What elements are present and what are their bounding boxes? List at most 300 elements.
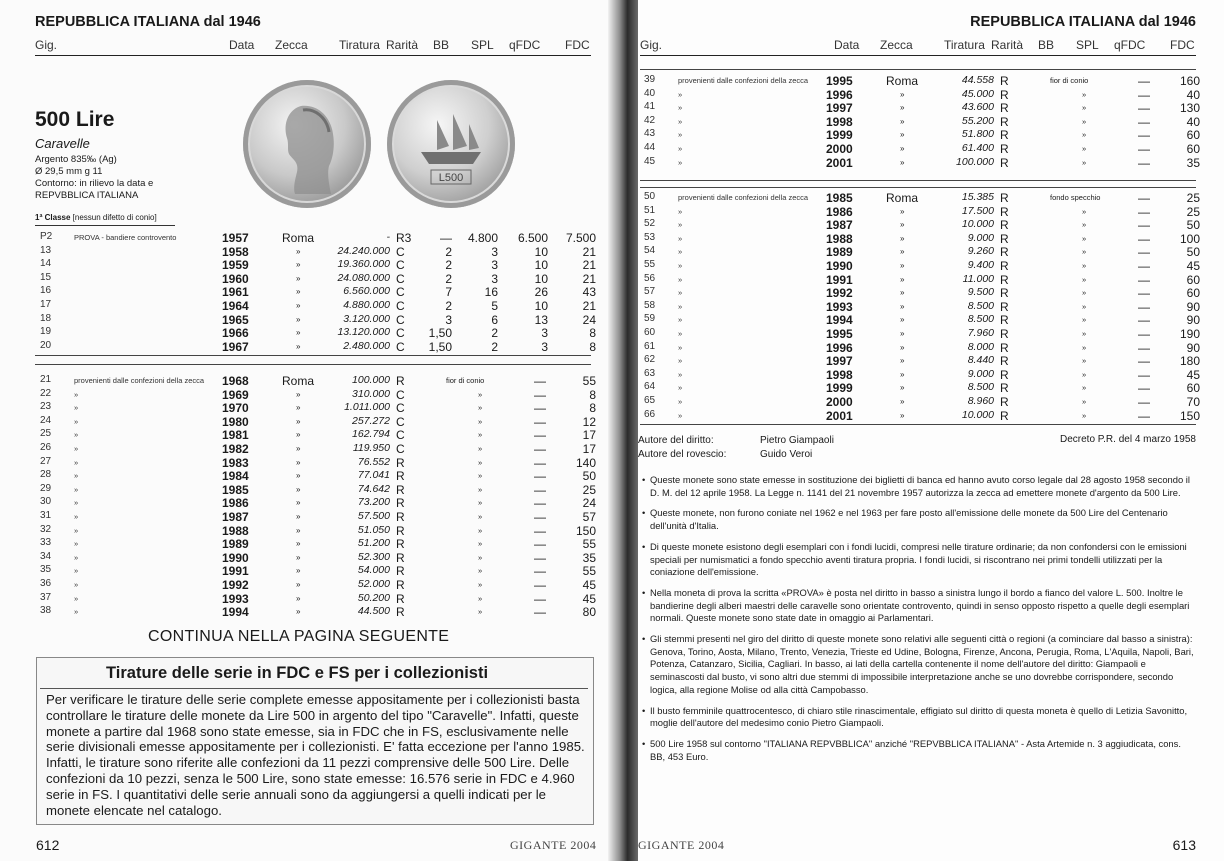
row-note: » xyxy=(678,397,683,406)
row-tiratura: 17.500 xyxy=(961,204,994,217)
row-year: 1957 xyxy=(222,231,249,245)
table-row xyxy=(644,286,1200,299)
row-fdc: 45 xyxy=(1186,259,1200,273)
row-fdc: 180 xyxy=(1179,354,1200,369)
right-column-headers xyxy=(640,36,1196,56)
row-mint: » xyxy=(296,552,301,562)
row-rarita: R xyxy=(396,591,405,606)
row-finish: » xyxy=(1082,383,1087,393)
table-row xyxy=(644,368,1200,381)
row-note: » xyxy=(74,607,79,617)
class-bold: 1ª Classe xyxy=(35,213,71,222)
row-mint: » xyxy=(900,342,905,352)
left-footer-magazine: GIGANTE 2004 xyxy=(510,838,597,852)
row-qfdc: — xyxy=(1138,101,1150,116)
row-finish: » xyxy=(1082,157,1087,167)
row-mint: » xyxy=(296,566,301,576)
row-qfdc: — xyxy=(534,442,546,456)
row-mint: » xyxy=(296,512,301,521)
row-bb: 3 xyxy=(445,312,452,327)
table-row xyxy=(644,300,1200,313)
table-row xyxy=(40,258,596,271)
row-qfdc: — xyxy=(1138,191,1150,205)
row-number: 31 xyxy=(40,510,52,521)
row-rarita: R xyxy=(1000,327,1009,341)
row-year: 1985 xyxy=(826,191,853,205)
row-number: 26 xyxy=(40,442,52,453)
row-mint: » xyxy=(296,498,301,508)
row-mint: » xyxy=(900,356,905,366)
right-section-divider-1 xyxy=(640,180,1196,181)
row-rarita: R xyxy=(396,537,405,552)
row-finish: » xyxy=(1082,301,1087,311)
row-rarita: R xyxy=(1000,340,1009,355)
row-number: 42 xyxy=(644,114,656,126)
row-year: 1967 xyxy=(222,339,249,354)
row-number: 59 xyxy=(644,313,656,325)
row-number: 22 xyxy=(40,387,52,399)
left-page-number: 612 xyxy=(36,837,60,853)
row-rarita: C xyxy=(396,428,405,443)
row-qfdc: — xyxy=(1138,142,1150,156)
row-tiratura: 100.000 xyxy=(352,374,390,386)
row-bb: 1,50 xyxy=(428,339,452,354)
row-qfdc: — xyxy=(1138,259,1150,273)
row-year: 1970 xyxy=(222,401,249,416)
row-tiratura: 57.500 xyxy=(357,510,390,522)
row-fdc: 12 xyxy=(582,414,596,429)
row-year: 1966 xyxy=(222,326,249,341)
note-item: • Queste monete sono state emesse in sostituzione dei biglietti di banca ed hanno avuto corso legale dal 28 agosto 1958 secondo il D. M. del 12 aprile 1958. La Legge n. 1141 del 21 novembre 1957 autorizza la zecca ad emettere monete d'argento da 500 Lire. xyxy=(642,474,1198,499)
row-number: 23 xyxy=(40,401,52,413)
row-tiratura: 4.880.000 xyxy=(343,299,390,311)
row-fdc: 190 xyxy=(1179,327,1200,341)
row-qfdc: — xyxy=(1138,381,1150,396)
hdr-qfdc: qFDC xyxy=(509,38,541,52)
row-number: 36 xyxy=(40,578,52,589)
row-finish: » xyxy=(478,539,483,549)
row-mint: » xyxy=(296,273,301,283)
row-note: » xyxy=(678,247,683,257)
table-row xyxy=(40,456,596,469)
row-number: 60 xyxy=(644,327,656,338)
row-tiratura: - xyxy=(386,231,390,243)
row-tiratura: 10.000 xyxy=(961,408,994,421)
row-year: 1987 xyxy=(826,218,853,233)
row-qfdc: — xyxy=(534,387,546,402)
row-year: 1994 xyxy=(222,605,249,620)
row-spl: 4.800 xyxy=(467,231,498,245)
row-qfdc: 10 xyxy=(534,258,548,273)
row-year: 1985 xyxy=(222,482,249,497)
row-rarita: C xyxy=(396,387,405,402)
row-fdc: 70 xyxy=(1186,395,1200,409)
left-column-headers xyxy=(35,36,591,56)
row-mint: » xyxy=(296,444,301,453)
row-rarita: R xyxy=(396,550,405,565)
row-fdc: 8 xyxy=(589,326,596,341)
row-rarita: R xyxy=(396,482,405,497)
row-bb: 2 xyxy=(445,258,452,273)
row-number: 65 xyxy=(644,395,656,406)
row-mint: » xyxy=(900,247,905,257)
row-note: » xyxy=(678,356,683,366)
row-number: 56 xyxy=(644,272,656,284)
row-number: 63 xyxy=(644,367,656,379)
row-fdc: 21 xyxy=(582,271,596,286)
table-row xyxy=(40,469,596,482)
table-row xyxy=(644,156,1200,169)
table-row xyxy=(40,524,596,537)
row-note: » xyxy=(678,383,683,393)
table-row xyxy=(40,340,596,353)
hdr-gig: Gig. xyxy=(35,38,58,52)
row-note: » xyxy=(74,593,79,603)
row-year: 2001 xyxy=(826,408,853,423)
decree-text: Decreto P.R. del 4 marzo 1958 xyxy=(1059,434,1196,445)
row-note: » xyxy=(678,116,683,126)
row-fdc: 90 xyxy=(1186,313,1200,328)
row-year: 1989 xyxy=(826,245,853,260)
row-spl: 3 xyxy=(491,244,498,259)
row-year: 1996 xyxy=(826,340,853,355)
row-tiratura: 61.400 xyxy=(961,142,994,154)
row-number: 45 xyxy=(644,155,656,167)
row-rarita: R xyxy=(1000,354,1009,369)
row-qfdc: — xyxy=(1138,87,1150,102)
row-rarita: R xyxy=(1000,408,1009,423)
row-rarita: C xyxy=(396,244,405,259)
row-mint: » xyxy=(900,220,905,230)
row-fdc: 160 xyxy=(1179,74,1200,88)
row-rarita: C xyxy=(396,414,405,429)
table-row xyxy=(644,341,1200,354)
row-mint: » xyxy=(296,457,301,467)
row-mint: » xyxy=(296,341,301,351)
row-finish: » xyxy=(1082,144,1087,153)
row-finish: » xyxy=(1082,247,1087,257)
table-row xyxy=(644,128,1200,141)
row-number: 61 xyxy=(644,340,656,352)
row-year: 1989 xyxy=(222,537,249,552)
table-row xyxy=(40,510,596,523)
coin-spec-size: Ø 29,5 mm g 11 xyxy=(35,166,103,177)
note-item: • Nella moneta di prova la scritta «PROVA» è posta nel diritto in basso a sinistra lungo il bordo a fianco del valore L. 500. Inoltre le bandierine degli alberi maestri delle caravelle sono orientate controvento, quindi in senso opposto rispetto a quelle degli esemplari normali. Queste monete sono state date in omaggio ai Parlamentari. xyxy=(642,587,1198,625)
row-finish: fondo specchio xyxy=(1050,193,1101,202)
row-mint: » xyxy=(900,301,905,311)
row-year: 1992 xyxy=(222,578,249,592)
row-number: 30 xyxy=(40,496,52,508)
row-note: » xyxy=(74,484,79,494)
row-rarita: R xyxy=(1000,272,1009,287)
row-fdc: 60 xyxy=(1186,381,1200,396)
row-qfdc: — xyxy=(534,550,546,565)
right-footer-magazine: GIGANTE 2004 xyxy=(638,838,725,852)
row-fdc: 90 xyxy=(1186,299,1200,314)
row-tiratura: 15.385 xyxy=(961,191,994,203)
row-fdc: 21 xyxy=(582,244,596,259)
book-gutter xyxy=(608,0,638,861)
row-fdc: 17 xyxy=(582,442,596,456)
row-number: 25 xyxy=(40,428,52,440)
row-year: 1986 xyxy=(222,496,249,511)
row-mint: » xyxy=(296,246,301,256)
row-number: 14 xyxy=(40,258,52,270)
row-fdc: 8 xyxy=(589,339,596,354)
row-qfdc: — xyxy=(1138,340,1150,355)
row-number: 18 xyxy=(40,312,52,324)
row-fdc: 35 xyxy=(582,550,596,565)
row-tiratura: 10.000 xyxy=(961,218,994,231)
row-fdc: 8 xyxy=(589,401,596,416)
hdr-bb: BB xyxy=(433,38,450,52)
row-note: » xyxy=(74,525,79,535)
row-qfdc: — xyxy=(1138,367,1150,382)
row-finish: » xyxy=(1082,233,1087,243)
row-tiratura: 50.200 xyxy=(357,591,390,604)
row-bb: 2 xyxy=(445,244,452,259)
row-finish: » xyxy=(1082,206,1087,216)
row-year: 1969 xyxy=(222,387,249,402)
row-mint: » xyxy=(900,288,905,298)
row-number: 53 xyxy=(644,231,656,243)
row-number: 15 xyxy=(40,271,52,283)
row-tiratura: 310.000 xyxy=(352,387,390,400)
hdr-rarita: Rarità xyxy=(386,38,419,52)
row-finish: » xyxy=(478,416,483,426)
row-finish: » xyxy=(1082,288,1087,298)
row-fdc: 17 xyxy=(582,428,596,443)
row-number: 13 xyxy=(40,244,52,256)
row-rarita: R xyxy=(1000,395,1009,409)
row-finish: » xyxy=(1082,130,1087,140)
hdr-spl: SPL xyxy=(1076,38,1099,52)
row-number: 41 xyxy=(644,101,656,113)
table-row xyxy=(40,592,596,605)
row-rarita: R xyxy=(396,605,405,620)
row-qfdc: 26 xyxy=(534,285,548,300)
row-tiratura: 51.050 xyxy=(357,523,390,536)
row-rarita: C xyxy=(396,326,405,341)
table-row xyxy=(644,409,1200,422)
hdr-gig: Gig. xyxy=(640,38,663,52)
row-note: » xyxy=(678,410,683,420)
row-fdc: 25 xyxy=(582,482,596,497)
row-fdc: 100 xyxy=(1179,231,1200,246)
row-finish: » xyxy=(478,593,483,603)
row-mint: » xyxy=(900,144,905,153)
row-rarita: R xyxy=(1000,381,1009,396)
row-note: » xyxy=(678,103,683,113)
row-qfdc: — xyxy=(534,591,546,606)
class-rule xyxy=(35,225,175,226)
row-year: 1988 xyxy=(826,231,853,246)
row-note: » xyxy=(678,301,683,311)
table-row xyxy=(644,191,1200,204)
row-number: 17 xyxy=(40,299,52,310)
row-year: 1992 xyxy=(826,286,853,301)
row-spl: 5 xyxy=(491,299,498,313)
row-year: 1998 xyxy=(826,114,853,129)
row-tiratura: 119.950 xyxy=(352,442,390,454)
caravel-ship-icon xyxy=(387,80,515,208)
row-qfdc: — xyxy=(1138,74,1150,88)
row-tiratura: 3.120.000 xyxy=(343,312,390,325)
row-note: » xyxy=(678,144,683,153)
row-year: 1981 xyxy=(222,428,249,443)
row-qfdc: 3 xyxy=(541,326,548,341)
row-fdc: 24 xyxy=(582,312,596,327)
row-tiratura: 44.500 xyxy=(357,605,390,618)
row-finish: » xyxy=(478,389,483,399)
row-tiratura: 9.400 xyxy=(967,259,994,271)
row-rarita: C xyxy=(396,442,405,456)
table-row xyxy=(40,415,596,428)
row-number: 50 xyxy=(644,191,656,202)
row-finish: » xyxy=(478,430,483,440)
row-tiratura: 24.080.000 xyxy=(337,271,390,284)
row-mint: » xyxy=(900,383,905,393)
coin-reverse-image xyxy=(387,80,515,208)
row-year: 1980 xyxy=(222,414,249,429)
row-rarita: C xyxy=(396,258,405,273)
row-finish: » xyxy=(1082,342,1087,352)
row-finish: fior di conio xyxy=(446,376,485,385)
row-year: 1994 xyxy=(826,313,853,328)
row-year: 1988 xyxy=(222,523,249,538)
row-qfdc: 10 xyxy=(534,244,548,259)
hdr-data: Data xyxy=(834,38,860,52)
row-finish: » xyxy=(1082,116,1087,126)
hdr-zecca: Zecca xyxy=(275,38,308,52)
row-qfdc: 3 xyxy=(541,339,548,354)
row-note: » xyxy=(74,403,79,413)
row-note: » xyxy=(74,512,79,521)
table-row xyxy=(40,401,596,414)
row-rarita: R xyxy=(1000,142,1009,156)
coin-name: 500 Lire xyxy=(35,108,115,131)
row-note: » xyxy=(74,552,79,562)
row-number: 58 xyxy=(644,299,656,311)
row-qfdc: — xyxy=(1138,408,1150,423)
row-spl: 6 xyxy=(491,312,498,327)
row-note: » xyxy=(678,157,683,167)
row-fdc: 60 xyxy=(1186,286,1200,301)
row-rarita: R xyxy=(396,564,405,579)
row-tiratura: 13.120.000 xyxy=(337,326,390,339)
row-number: 62 xyxy=(644,354,656,366)
hdr-tiratura: Tiratura xyxy=(339,38,380,52)
row-year: 1997 xyxy=(826,101,853,116)
row-note: PROVA - bandiere controvento xyxy=(74,233,177,242)
table-row xyxy=(40,605,596,618)
row-mint: » xyxy=(296,416,301,426)
row-rarita: C xyxy=(396,271,405,286)
row-fdc: 45 xyxy=(1186,367,1200,382)
hdr-zecca: Zecca xyxy=(880,38,913,52)
row-qfdc: — xyxy=(1138,218,1150,233)
row-year: 2000 xyxy=(826,142,853,156)
row-finish: » xyxy=(478,403,483,413)
row-tiratura: 52.000 xyxy=(357,578,390,590)
row-rarita: R xyxy=(396,578,405,592)
left-section-divider-1 xyxy=(35,355,591,356)
row-note: » xyxy=(74,471,79,481)
row-tiratura: 257.272 xyxy=(352,414,390,427)
table-row xyxy=(40,551,596,564)
row-finish: » xyxy=(1082,369,1087,379)
row-spl: 3 xyxy=(491,271,498,286)
row-qfdc: 6.500 xyxy=(517,231,548,245)
row-rarita: R xyxy=(396,510,405,524)
row-finish: » xyxy=(1082,220,1087,230)
row-fdc: 40 xyxy=(1186,114,1200,129)
right-running-title: REPUBBLICA ITALIANA dal 1946 xyxy=(970,14,1196,30)
row-rarita: C xyxy=(396,299,405,313)
row-mint: Roma xyxy=(886,191,919,205)
row-year: 1995 xyxy=(826,74,853,88)
table-row xyxy=(644,232,1200,245)
row-qfdc: — xyxy=(534,401,546,416)
row-mint: Roma xyxy=(282,231,315,245)
row-rarita: R xyxy=(1000,87,1009,102)
row-qfdc: — xyxy=(534,523,546,538)
row-rarita: R xyxy=(1000,218,1009,233)
row-finish: » xyxy=(478,444,483,453)
row-rarita: R xyxy=(1000,259,1009,273)
row-fdc: 45 xyxy=(582,578,596,592)
row-qfdc: 10 xyxy=(534,271,548,286)
row-mint: » xyxy=(900,315,905,325)
row-tiratura: 55.200 xyxy=(961,114,994,127)
row-spl: 16 xyxy=(484,285,498,300)
row-tiratura: 51.200 xyxy=(357,537,390,550)
row-tiratura: 9.000 xyxy=(967,231,994,244)
row-fdc: 35 xyxy=(1186,155,1200,170)
row-rarita: C xyxy=(396,312,405,327)
coin-spec-edge: Contorno: in rilievo la data e xyxy=(35,178,154,189)
table-row xyxy=(644,313,1200,326)
row-fdc: 55 xyxy=(582,537,596,552)
row-bb: 2 xyxy=(445,271,452,286)
row-qfdc: — xyxy=(534,455,546,470)
hdr-qfdc: qFDC xyxy=(1114,38,1146,52)
row-tiratura: 74.642 xyxy=(357,482,390,495)
row-rarita: R xyxy=(1000,299,1009,314)
row-year: 2001 xyxy=(826,155,853,170)
row-note: » xyxy=(678,342,683,352)
row-mint: » xyxy=(296,484,301,494)
row-finish: » xyxy=(478,484,483,494)
row-rarita: R xyxy=(396,523,405,538)
row-year: 1997 xyxy=(826,354,853,369)
row-note: » xyxy=(678,261,683,270)
left-page xyxy=(0,0,608,861)
right-page xyxy=(638,0,1224,861)
row-number: 51 xyxy=(644,204,656,216)
row-tiratura: 2.480.000 xyxy=(343,339,390,352)
row-mint: » xyxy=(900,157,905,167)
row-qfdc: — xyxy=(1138,231,1150,246)
row-tiratura: 19.360.000 xyxy=(337,258,390,271)
row-qfdc: — xyxy=(534,414,546,429)
notes-list xyxy=(642,474,1198,771)
table-row xyxy=(40,272,596,285)
row-fdc: 7.500 xyxy=(565,231,596,245)
row-finish: » xyxy=(478,525,483,535)
row-bb: — xyxy=(440,231,452,245)
row-tiratura: 9.260 xyxy=(967,245,994,258)
